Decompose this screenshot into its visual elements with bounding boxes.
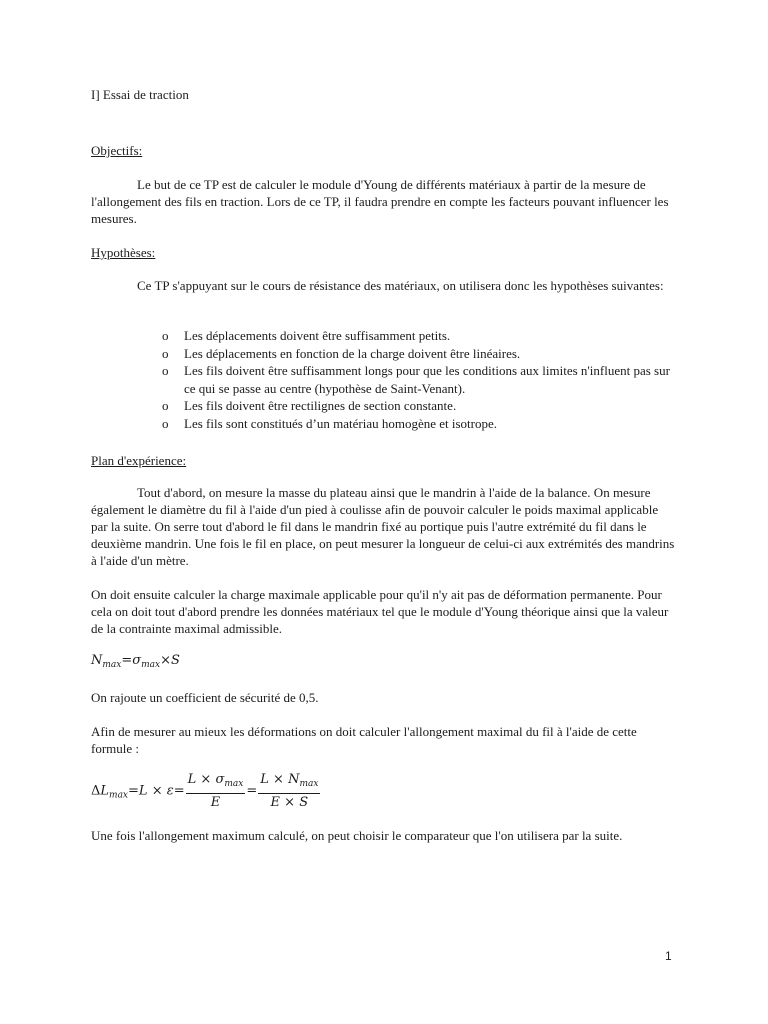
hypothesis-text: Les déplacements doivent être suffisamment petits. [184, 328, 451, 343]
plan-heading: Plan d'expérience: [91, 453, 187, 468]
list-item [160, 362, 680, 397]
bullet-marker: o [162, 328, 169, 343]
list-item [160, 345, 680, 363]
hypothesis-text: Les fils sont constitués d’un matériau homogène et isotrope. [184, 415, 498, 431]
formula-delta-lmax: $\Delta L_{max}=L \times \varepsilon=$ $\frac{L \times \sigma_{max}}{E}$ = $\frac{L \times N_{max}}{E \times S}$ [91, 772, 319, 810]
page-number: 1 [665, 949, 672, 963]
fraction-2: $\frac{L \times N_{max}}{E \times S}$ [260, 772, 319, 810]
formula-nmax: $N_{max}=\sigma_{max}\times S$ [91, 653, 180, 670]
hypothesis-text: Les fils doivent être rectilignes de section constante. [184, 398, 457, 414]
hypotheses-list [160, 327, 680, 433]
plan-paragraph-5: Une fois l'allongement maximum calculé, on peut choisir le comparateur que l'on utilisera par la suite. [91, 828, 623, 843]
hypothesis-text: Les fils doivent être suffisamment longs pour que les conditions aux limites n'influent pas sur ce qui se passe au centre (hypothèse de Saint-Venant). [184, 363, 670, 396]
list-item [160, 415, 680, 433]
hypotheses-heading: Hypothèses: [91, 245, 156, 260]
list-item [160, 397, 680, 415]
section-title: I] Essai de traction [91, 87, 189, 102]
bullet-marker: o [162, 415, 169, 431]
plan-paragraph-3: On rajoute un coefficient de sécurité de 0,5. [91, 690, 319, 705]
bullet-marker: o [162, 398, 169, 414]
list-item [160, 327, 680, 345]
fraction-1: $\frac{L \times \sigma_{max}}{E}$ [187, 772, 244, 810]
hypothesis-text: Les déplacements en fonction de la charge doivent être linéaires. [184, 345, 521, 361]
plan-paragraph-4: Afin de mesurer au mieux les déformations on doit calculer l'allongement maximal du fil à l'aide de cette formule : [91, 724, 637, 756]
plan-paragraph-2: On doit ensuite calculer la charge maximale applicable pour qu'il n'y ait pas de déformation permanente. Pour cela on doit tout d'abord prendre les données matériaux tel que le module d'Young théorique ainsi que la valeur de la contrainte maximal admissible. [91, 587, 669, 636]
objectifs-text: Le but de ce TP est de calculer le module d'Young de différents matériaux à partir de la mesure de l'allongement des fils en traction. Lors de ce TP, il faudra prendre en compte les facteurs pouvant influencer les mesures. [91, 177, 669, 226]
objectifs-heading: Objectifs: [91, 143, 143, 158]
bullet-marker: o [162, 345, 169, 361]
bullet-marker: o [162, 363, 169, 379]
plan-paragraph-1: Tout d'abord, on mesure la masse du plateau ainsi que le mandrin à l'aide de la balance. On mesure également le diamètre du fil à l'aide d'un pied à coulisse afin de pouvoir calculer le poids maximal applicable par la suite. On serre tout d'abord le fil dans le mandrin fixé au portique puis l'autre extrémité du fil dans le deuxième mandrin. Une fois le fil en place, on peut mesurer la longueur de celui-ci aux extrémités des mandrins à l'aide d'un mètre. [91, 485, 675, 568]
hypotheses-intro: Ce TP s'appuyant sur le cours de résistance des matériaux, on utilisera donc les hypothèses suivantes: [137, 278, 664, 293]
